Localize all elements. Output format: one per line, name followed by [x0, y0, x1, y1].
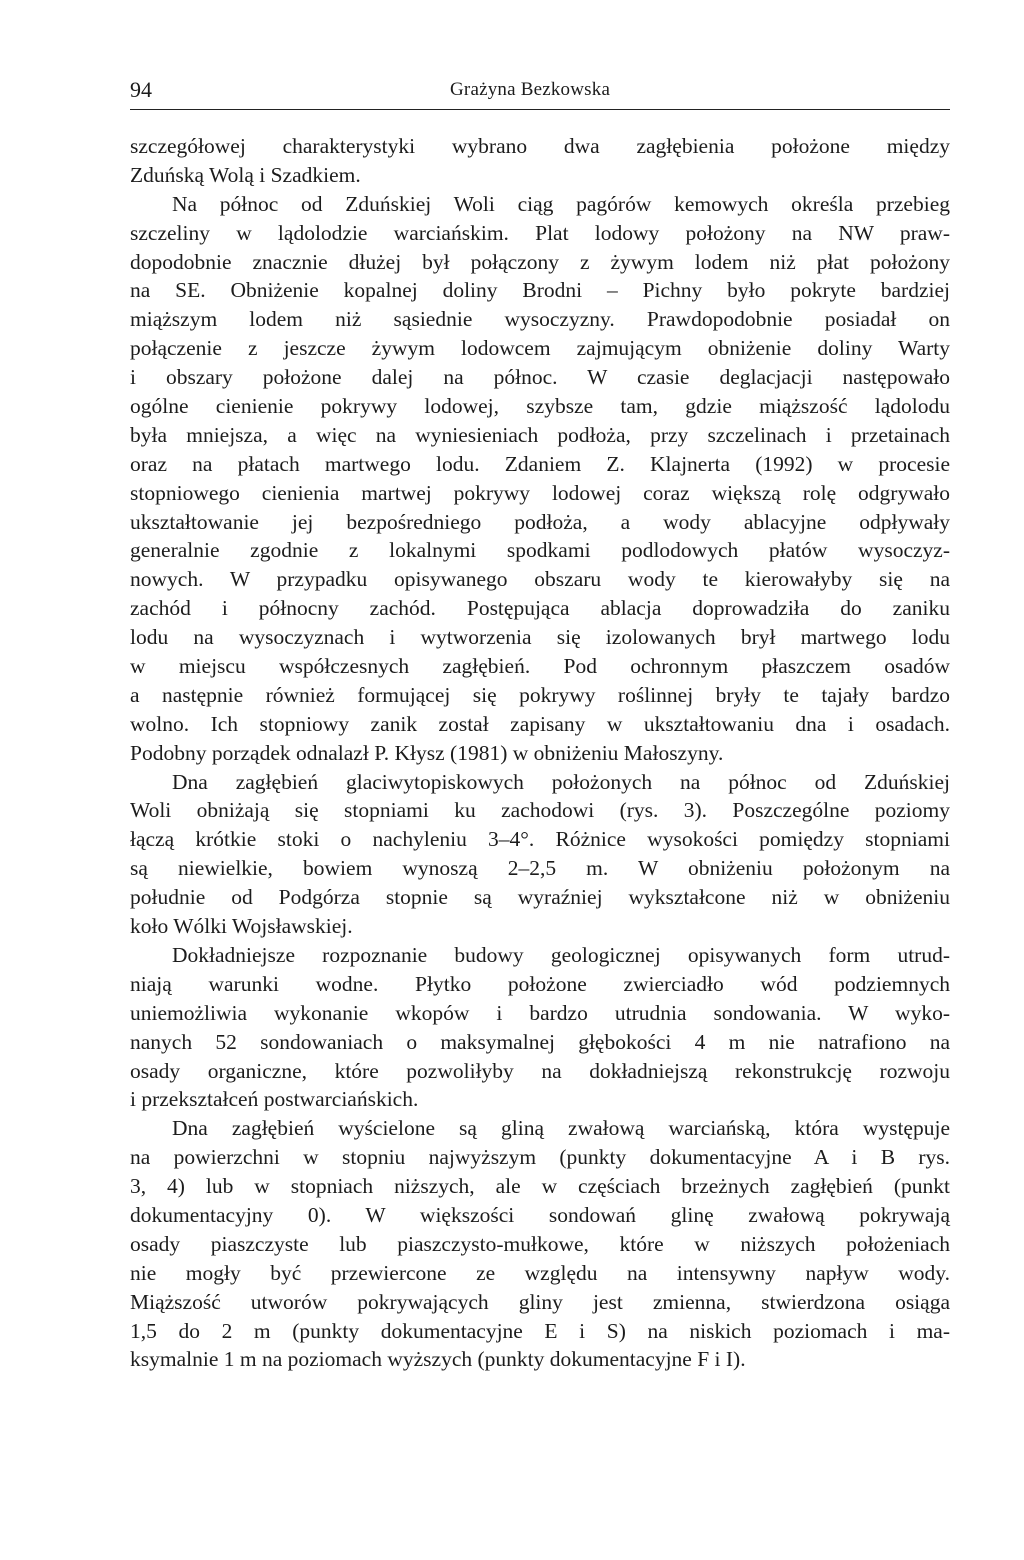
text-line: generalnie zgodnie z lokalnymi spodkami podlodowych płatów wysoczyz-: [130, 538, 950, 563]
text-line: koło Wólki Wojsławskiej.: [130, 914, 353, 939]
text-line: ukształtowanie jej bezpośredniego podłoża, a wody ablacyjne odpływały: [130, 509, 950, 534]
text-line: Dokładniejsze rozpoznanie budowy geologicznej opisywanych form utrud-: [172, 942, 950, 967]
text-line: ogólne cienienie pokrywy lodowej, szybsze tam, gdzie miąższość lądolodu: [130, 394, 950, 419]
text-line: na SE. Obniżenie kopalnej doliny Brodni – Pichny było pokryte bardziej: [130, 278, 950, 303]
text-line: nie mogły być przewiercone ze względu na intensywny napływ wody.: [130, 1260, 950, 1285]
text-line: uniemożliwia wykonanie wkopów i bardzo utrudnia sondowania. W wyko-: [130, 1000, 950, 1025]
text-line: 1,5 do 2 m (punkty dokumentacyjne E i S) na niskich poziomach i ma-: [130, 1318, 950, 1343]
text-line: 3, 4) lub w stopniach niższych, ale w częściach brzeżnych zagłębień (punkt: [130, 1174, 950, 1199]
text-line: Woli obniżają się stopniami ku zachodowi (rys. 3). Poszczególne poziomy: [130, 798, 950, 823]
text-line: i przekształceń postwarciańskich.: [130, 1087, 419, 1112]
text-line: łączą krótkie stoki o nachyleniu 3–4°. Różnice wysokości pomiędzy stopniami: [130, 827, 950, 852]
text-line: wolno. Ich stopniowy zanik został zapisany w ukształtowaniu dna i osadach.: [130, 711, 950, 736]
text-line: miąższym lodem niż sąsiednie wysoczyzny. Prawdopodobnie posiadał on: [130, 307, 950, 332]
text-line: szczegółowej charakterystyki wybrano dwa zagłębienia położone między: [130, 134, 950, 158]
text-line: osady piaszczyste lub piaszczysto-mułkowe, które w niższych położeniach: [130, 1231, 950, 1256]
text-line: na powierzchni w stopniu najwyższym (punkty dokumentacyjne A i B rys.: [130, 1145, 950, 1170]
page-header: [130, 77, 950, 110]
text-line: w miejscu współczesnych zagłębień. Pod ochronnym płaszczem osadów: [130, 654, 950, 679]
text-line: ksymalnie 1 m na poziomach wyższych (punkty dokumentacyjne F i I).: [130, 1347, 746, 1372]
text-line: oraz na płatach martwego lodu. Zdaniem Z. Klajnerta (1992) w procesie: [130, 451, 950, 476]
text-line: lodu na wysoczyznach i wytworzenia się izolowanych brył martwego lodu: [130, 625, 950, 650]
text-line: Podobny porządek odnalazł P. Kłysz (1981) w obniżeniu Małoszyny.: [130, 740, 724, 765]
text-line: Zduńską Wolą i Szadkiem.: [130, 162, 361, 187]
page-number: 94: [130, 77, 152, 102]
running-head: Grażyna Bezkowska: [450, 79, 611, 100]
text-line: Na północ od Zduńskiej Woli ciąg pagórów kemowych określa przebieg: [172, 191, 950, 216]
text-line: była mniejsza, a więc na wyniesieniach podłoża, przy szczelinach i przetainach: [130, 422, 950, 447]
text-line: Dna zagłębień glaciwytopiskowych położonych na północ od Zduńskiej: [172, 769, 950, 794]
text-line: są niewielkie, bowiem wynoszą 2–2,5 m. W obniżeniu położonym na: [130, 856, 950, 881]
text-line: połączenie z jeszcze żywym lodowcem zajmującym obniżenie doliny Warty: [130, 336, 950, 361]
text-line: dokumentacyjny 0). W większości sondowań glinę zwałową pokrywają: [130, 1202, 950, 1227]
text-line: południe od Podgórza stopnie są wyraźniej wykształcone niż w obniżeniu: [130, 885, 950, 910]
text-line: nanych 52 sondowaniach o maksymalnej głębokości 4 m nie natrafiono na: [130, 1029, 950, 1054]
text-line: Dna zagłębień wyścielone są gliną zwałową warciańską, która występuje: [172, 1116, 950, 1141]
text-line: nowych. W przypadku opisywanego obszaru wody te kierowałyby się na: [130, 567, 950, 592]
text-line: dopodobnie znacznie dłużej był połączony z żywym lodem niż płat położony: [130, 249, 950, 274]
body-text: [130, 132, 950, 1374]
text-line: niają warunki wodne. Płytko położone zwierciadło wód podziemnych: [130, 971, 950, 996]
text-line: stopniowego cienienia martwej pokrywy lodowej coraz większą rolę odgrywało: [130, 480, 950, 505]
text-line: osady organiczne, które pozwoliłyby na dokładniejszą rekonstrukcję rozwoju: [130, 1058, 950, 1083]
text-line: szczeliny w lądolodzie warciańskim. Plat lodowy położony na NW praw-: [130, 220, 950, 245]
text-line: a następnie również formującej się pokrywy roślinnej bryły te tajały bardzo: [130, 682, 950, 707]
text-line: Miąższość utworów pokrywających gliny jest zmienna, stwierdzona osiąga: [130, 1289, 950, 1314]
text-line: zachód i północny zachód. Postępująca ablacja doprowadziła do zaniku: [130, 596, 950, 621]
text-line: i obszary położone dalej na północ. W czasie deglacjacji następowało: [130, 365, 950, 390]
